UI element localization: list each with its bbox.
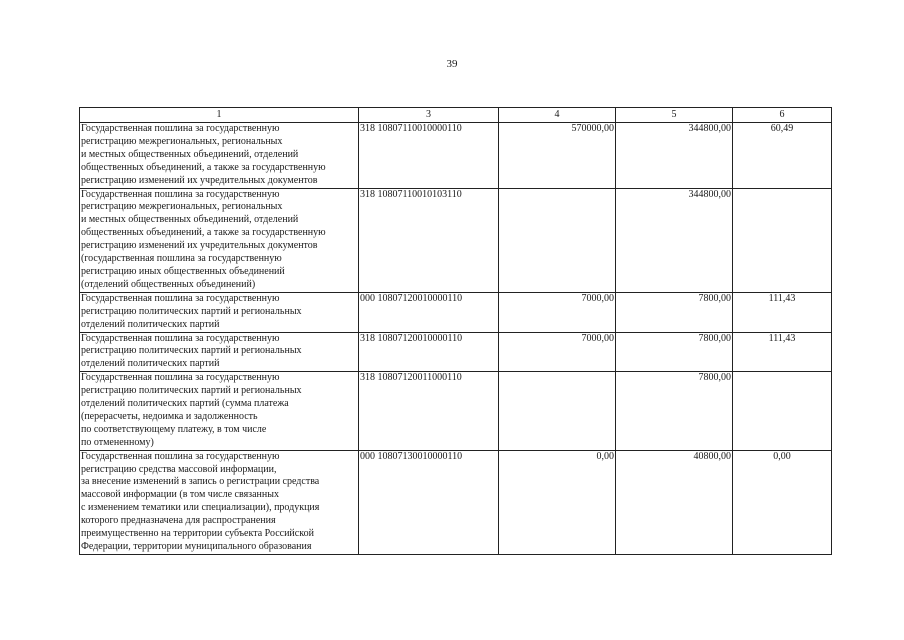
- column-6-value-cell: [733, 188, 832, 292]
- column-header: 3: [359, 108, 499, 123]
- budget-code-cell: 318 10807110010103110: [359, 188, 499, 292]
- table-row: [80, 292, 832, 332]
- page-number: 39: [446, 58, 458, 70]
- column-6-value-cell: 111,43: [733, 292, 832, 332]
- column-header: 6: [733, 108, 832, 123]
- column-header: 5: [616, 108, 733, 123]
- column-6-value-cell: 111,43: [733, 332, 832, 372]
- column-6-value-cell: [733, 372, 832, 450]
- table-header-row: [80, 108, 832, 123]
- income-name-cell: Государственная пошлина за государственную регистрацию политических партий и региональных отделений политических партий: [80, 292, 359, 332]
- column-5-value-cell: 344800,00: [616, 188, 733, 292]
- table-row: [80, 332, 832, 372]
- column-4-value-cell: 7000,00: [499, 332, 616, 372]
- column-6-value-cell: 0,00: [733, 450, 832, 554]
- column-5-value-cell: 344800,00: [616, 123, 733, 189]
- revenue-table: [79, 107, 832, 555]
- column-4-value-cell: 7000,00: [499, 292, 616, 332]
- column-header: 1: [80, 108, 359, 123]
- column-5-value-cell: 7800,00: [616, 292, 733, 332]
- table-row: [80, 123, 832, 189]
- column-5-value-cell: 7800,00: [616, 372, 733, 450]
- income-name-cell: Государственная пошлина за государственную регистрацию межрегиональных, региональных и местных общественных объединений, отделений общественных объединений, а также за государственную регистрацию изменений их учредительных документов: [80, 123, 359, 189]
- table-row: [80, 450, 832, 554]
- column-4-value-cell: [499, 188, 616, 292]
- budget-code-cell: 000 10807130010000110: [359, 450, 499, 554]
- budget-code-cell: 318 10807120011000110: [359, 372, 499, 450]
- column-4-value-cell: [499, 372, 616, 450]
- income-name-cell: Государственная пошлина за государственную регистрацию политических партий и региональных отделений политических партий: [80, 332, 359, 372]
- income-name-cell: Государственная пошлина за государственную регистрацию политических партий и региональных отделений политических партий (сумма платежа (перерасчеты, недоимка и задолженность по соответствующему платежу, в том числе по отмененному): [80, 372, 359, 450]
- column-5-value-cell: 7800,00: [616, 332, 733, 372]
- column-4-value-cell: 570000,00: [499, 123, 616, 189]
- table-row: [80, 372, 832, 450]
- budget-code-cell: 318 10807110010000110: [359, 123, 499, 189]
- column-4-value-cell: 0,00: [499, 450, 616, 554]
- table-row: [80, 188, 832, 292]
- column-header: 4: [499, 108, 616, 123]
- budget-code-cell: 000 10807120010000110: [359, 292, 499, 332]
- column-5-value-cell: 40800,00: [616, 450, 733, 554]
- column-6-value-cell: 60,49: [733, 123, 832, 189]
- budget-code-cell: 318 10807120010000110: [359, 332, 499, 372]
- income-name-cell: Государственная пошлина за государственную регистрацию средства массовой информации, за внесение изменений в запись о регистрации средства массовой информации (в том числе связанных с изменением тематики или специализации), продукция которого предназначена для распространения преимущественно на территории субъекта Российской Федерации, территории муниципального образования: [80, 450, 359, 554]
- income-name-cell: Государственная пошлина за государственную регистрацию межрегиональных, региональных и местных общественных объединений, отделений общественных объединений, а также за государственную регистрацию изменений их учредительных документов (государственная пошлина за государственную регистрацию иных общественных объединений (отделений общественных объединений): [80, 188, 359, 292]
